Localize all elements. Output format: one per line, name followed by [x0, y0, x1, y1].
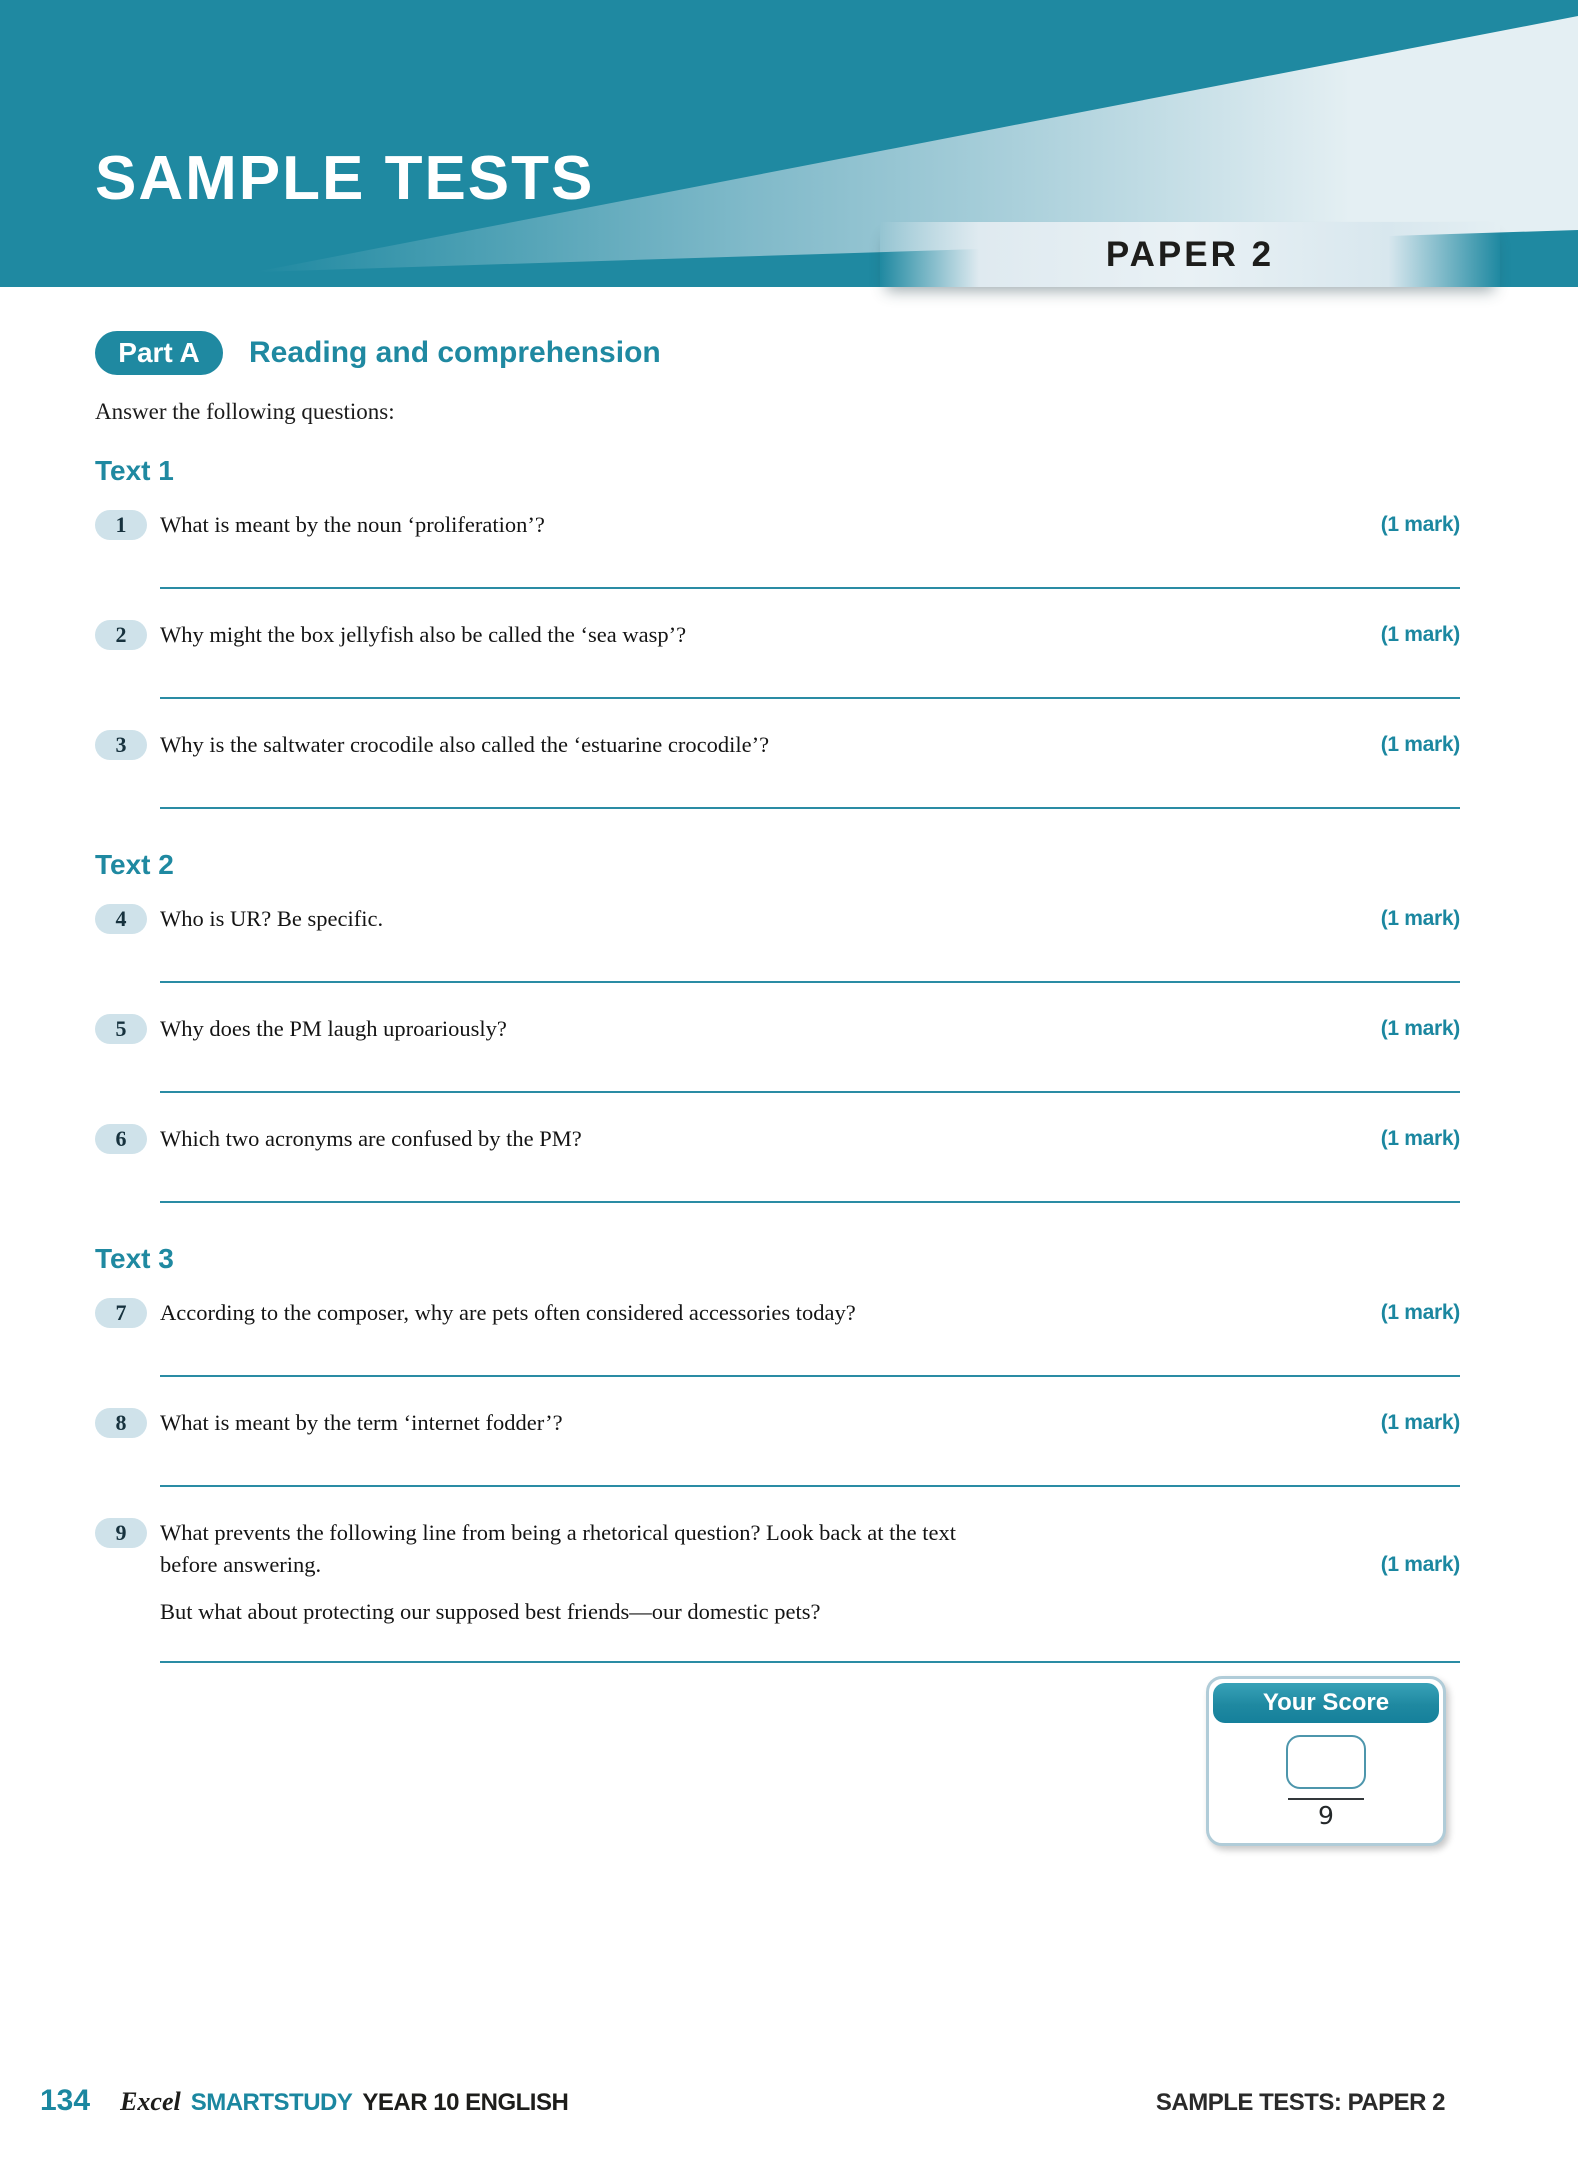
question-text: Why is the saltwater crocodile also called the ‘estuarine crocodile’?	[160, 732, 770, 757]
question-number-badge: 2	[95, 620, 147, 650]
footer	[40, 2084, 1445, 2118]
score-panel-header: Your Score	[1213, 1683, 1439, 1723]
question-number-badge: 1	[95, 510, 147, 540]
question-number-badge: 8	[95, 1408, 147, 1438]
mark-label: (1 mark)	[1380, 733, 1460, 756]
section-questions	[95, 1297, 1460, 1663]
question-text: What is meant by the term ‘internet fodder’?	[160, 1410, 563, 1435]
mark-label: (1 mark)	[1380, 1127, 1460, 1150]
footer-section-label: SAMPLE TESTS: PAPER 2	[1155, 2089, 1445, 2116]
mark-label: (1 mark)	[1380, 513, 1460, 536]
text-section	[95, 457, 1460, 809]
footer-page-number: 134	[40, 2084, 91, 2117]
footer-brand-excel: Excel	[120, 2087, 181, 2116]
question-row	[95, 1407, 1460, 1439]
question-block	[95, 1517, 1460, 1663]
question-number-badge: 7	[95, 1298, 147, 1328]
question-row	[95, 509, 1460, 541]
question-number-badge: 9	[95, 1518, 147, 1548]
answer-line	[160, 1661, 1460, 1663]
answer-line	[160, 807, 1460, 809]
question-number-badge: 5	[95, 1014, 147, 1044]
footer-brand-smartstudy: SMARTSTUDY	[190, 2089, 353, 2116]
question-row	[95, 729, 1460, 761]
page-title: SAMPLE TESTS	[95, 144, 595, 213]
question-row	[95, 619, 1460, 651]
question-row	[95, 1297, 1460, 1329]
question-text: What is meant by the noun ‘proliferation’?	[160, 512, 545, 537]
answer-line	[160, 1201, 1460, 1203]
question-number-badge: 3	[95, 730, 147, 760]
question-number-badge: 6	[95, 1124, 147, 1154]
mark-label: (1 mark)	[1380, 907, 1460, 930]
mark-label: (1 mark)	[1380, 623, 1460, 646]
text-section	[95, 851, 1460, 1203]
answer-line	[160, 1485, 1460, 1487]
question-row	[95, 903, 1460, 935]
answer-line	[160, 1091, 1460, 1093]
part-badge: Part A	[95, 331, 223, 375]
question-block	[95, 1013, 1460, 1093]
paper-label: PAPER 2	[1105, 234, 1275, 274]
section-heading: Text 1	[95, 455, 174, 486]
score-fraction-line	[1288, 1798, 1364, 1800]
question-block	[95, 619, 1460, 699]
question-block	[95, 729, 1460, 809]
question-block	[95, 903, 1460, 983]
section-questions	[95, 903, 1460, 1203]
question-row	[95, 1013, 1460, 1045]
footer-series: YEAR 10 ENGLISH	[362, 2089, 569, 2116]
question-number-badge: 4	[95, 904, 147, 934]
question-block	[95, 1297, 1460, 1377]
question-text: Why does the PM laugh uproariously?	[160, 1016, 507, 1041]
mark-label: (1 mark)	[1380, 1553, 1460, 1576]
question-row	[95, 1123, 1460, 1155]
paper-band	[880, 222, 1500, 287]
answer-line	[160, 1375, 1460, 1377]
question-block	[95, 1407, 1460, 1487]
question-row	[95, 1517, 1460, 1581]
question-quote: But what about protecting our supposed best friends—our domestic pets?	[160, 1599, 821, 1624]
question-text: Who is UR? Be specific.	[160, 906, 384, 931]
part-heading-row	[95, 331, 1460, 375]
mark-label: (1 mark)	[1380, 1017, 1460, 1040]
question-block	[95, 1123, 1460, 1203]
section-heading: Text 3	[95, 1243, 174, 1274]
score-input-box	[1286, 1735, 1366, 1789]
mark-label: (1 mark)	[1380, 1301, 1460, 1324]
section-questions	[95, 509, 1460, 809]
question-block	[95, 509, 1460, 589]
questions-area	[95, 457, 1460, 1663]
question-text: Which two acronyms are confused by the PM?	[160, 1126, 582, 1151]
score-panel	[1206, 1676, 1446, 1846]
part-title: Reading and comprehension	[249, 336, 661, 369]
question-text: What prevents the following line from being a rhetorical question? Look back at the text before answering.	[160, 1520, 956, 1577]
text-section	[95, 1245, 1460, 1663]
instruction-text: Answer the following questions:	[95, 399, 395, 424]
answer-line	[160, 587, 1460, 589]
mark-label: (1 mark)	[1380, 1411, 1460, 1434]
question-text: Why might the box jellyfish also be called the ‘sea wasp’?	[160, 622, 687, 647]
main-content	[0, 287, 1578, 1663]
answer-line	[160, 981, 1460, 983]
section-heading: Text 2	[95, 849, 174, 880]
answer-line	[160, 697, 1460, 699]
question-text: According to the composer, why are pets often considered accessories today?	[160, 1300, 856, 1325]
score-total: 9	[1318, 1801, 1334, 1830]
